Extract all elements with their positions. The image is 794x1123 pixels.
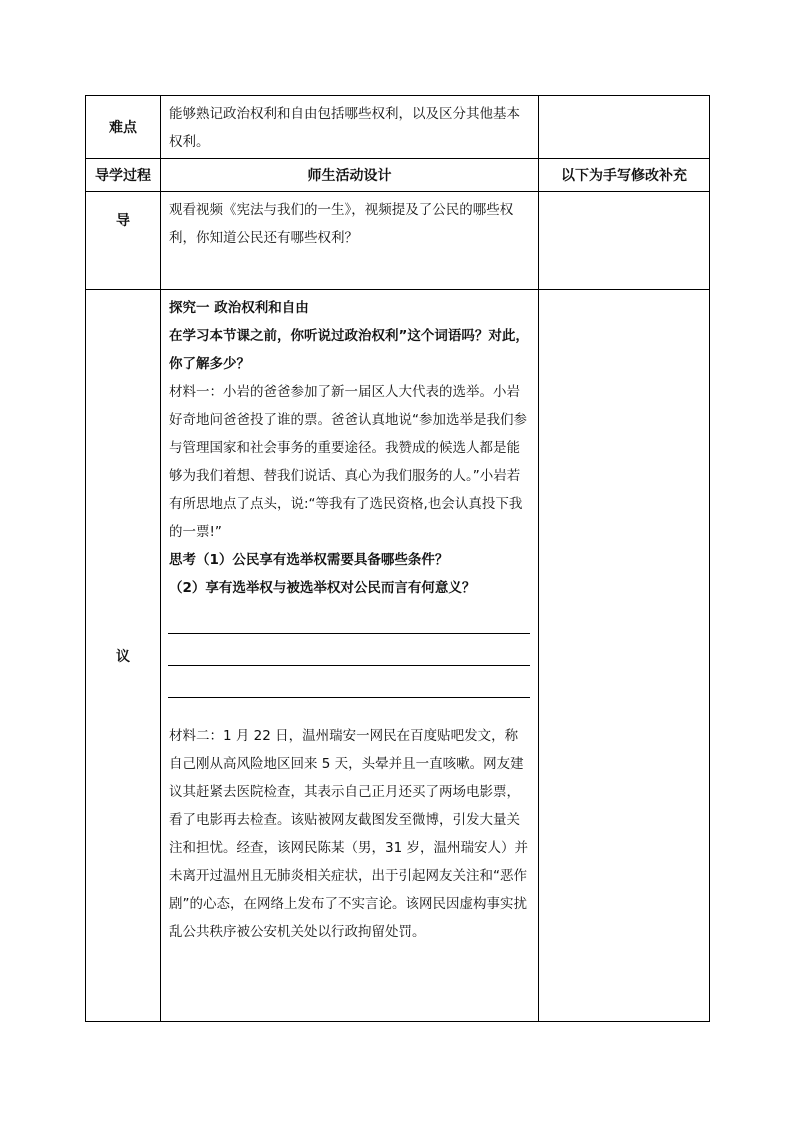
guide-row xyxy=(86,192,710,290)
header-row xyxy=(86,159,710,192)
header-activity: 师生活动设计 xyxy=(161,159,539,192)
think-question-2: （2）享有选举权与被选举权对公民而言有何意义？ xyxy=(169,580,476,596)
lesson-plan-table xyxy=(85,95,710,1022)
guide-content xyxy=(161,192,539,290)
difficulty-row xyxy=(86,96,710,159)
answer-line xyxy=(168,666,530,698)
spacer xyxy=(169,698,530,722)
question-intro: 在学习本节课之前，你听说过政治权利”这个词语吗？对此，你了解多少？ xyxy=(169,328,529,372)
header-notes: 以下为手写修改补充 xyxy=(539,159,710,192)
header-process: 导学过程 xyxy=(86,159,161,192)
guide-notes-cell xyxy=(539,192,710,290)
difficulty-notes-cell xyxy=(539,96,710,159)
difficulty-text: 能够熟记政治权利和自由包括哪些权利，以及区分其他基本权利。 xyxy=(169,106,520,150)
discuss-notes-cell xyxy=(539,290,710,1022)
guide-label xyxy=(86,192,161,290)
difficulty-label: 难点 xyxy=(86,96,161,159)
answer-line xyxy=(168,634,530,666)
guide-text: 观看视频《宪法与我们的一生》，视频提及了公民的哪些权利，你知道公民还有哪些权利？ xyxy=(169,202,514,246)
think-question-1: 思考（1）公民享有选举权需要具备哪些条件？ xyxy=(169,552,449,568)
discuss-row xyxy=(86,290,710,1022)
answer-line xyxy=(168,602,530,634)
difficulty-content xyxy=(161,96,539,159)
discuss-content xyxy=(161,290,539,1022)
inquiry-title: 探究一 政治权利和自由 xyxy=(169,300,309,316)
material-one: 材料一：小岩的爸爸参加了新一届区人大代表的选举。小岩好奇地问爸爸投了谁的票。爸爸认真地说“参加选举是我们参与管理国家和社会事务的重要途径。我赞成的候选人都是能够为我们着想、替我们说话、真心为我们服务的人。”小岩若有所思地点了点头，说:“等我有了选民资格,也会认真投下我的一票!” xyxy=(169,384,527,540)
material-two: 材料二：1 月 22 日，温州瑞安一网民在百度贴吧发文，称自己刚从高风险地区回来 5 天，头晕并且一直咳嗽。网友建议其赶紧去医院检查，其表示自己正月还买了两场电影票，看了电影再去检查。该贴被网友截图发至微博，引发大量关注和担忧。经查，该网民陈某（男，31 岁，温州瑞安人）并未离开过温州且无肺炎相关症状，出于引起网友关注和“恶作剧”的心态，在网络上发布了不实言论。该网民因虚构事实扰乱公共秩序被公安机关处以行政拘留处罚。 xyxy=(169,728,528,940)
discuss-label: 议 xyxy=(86,290,161,1022)
guide-label-text: 导 xyxy=(116,213,130,229)
